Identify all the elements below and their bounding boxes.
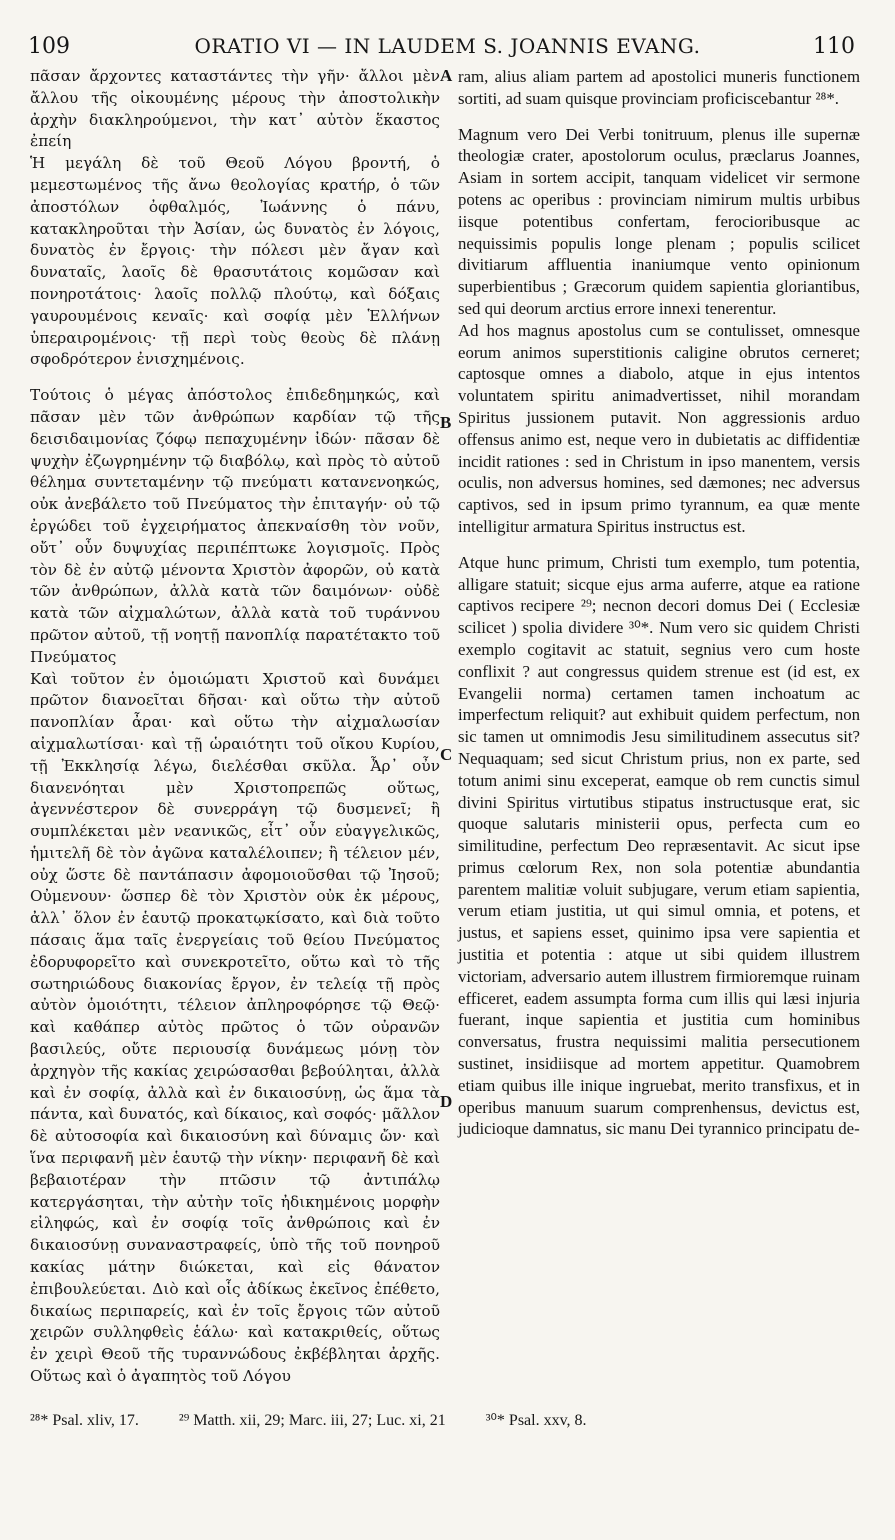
- running-title: ORATIO VI — IN LAUDEM S. JOANNIS EVANG.: [194, 34, 701, 58]
- latin-paragraph: ram, alius aliam partem ad apostolici muneris functionem sortiti, ad suam quisque provinciam proficiscebantur ²⁸*.: [458, 67, 860, 108]
- margin-marker-d: D: [440, 1092, 453, 1111]
- latin-paragraph: Atque hunc primum, Christi tum exemplo, tum potentia, alligare statuit; sicque ejus arma auferre, atque ea ratione captivos recipere ²⁹; necnon decori domus Dei ( Ecclesiæ scilicet ) spolia dividere ³⁰*. Num vero sic quidem Christi exemplo cogitavit ac statuit, segnius vero cum hoste conflixit ? aut congressus quidem strenue est (id est, ex Evangelii norma) certamen tamen inchoatum ac imperfectum reliquit? aut exhibuit quidem perfectum, non sic tamen ut omnimodis Jesu similitudinem assecutus sit? Nequaquam; sed sicut Christum prius, non ex parte, sed totum animi sinu exceperat, eamque ob rem cunctis simul divini Spiritus virtutibus stipatus instructusque erat, sic quoque salutaris ministerii opus, perfecta cum eo similitudine, perfectum Deo repræsentavit. Ac sicut ipse primus cœlorum Rex, non sola potentiæ abundantia parentem malitiæ voluit subjugare, verum etiam sapientia, verum etiam justitia, ut qui simul omnia, et potens, et justus, et sapiens esset, quinimo ipsa vere sapientia et justitia et potentia : atque ut sibi quidem illustrem victoriam, adversario autem illustrem firmioremque ruinam efficeret, eadem assumpta forma cum illis qui læsi injuria fuerant, inque sapientia et justitia cum hominibus conversatus, frustra nequissimi malitia persecutionem sustinet, insidiisque ad mortem appetitur. Quamobrem etiam quibus ille inique ingruebat, merito transfixus, et in operibus manuum suarum comprenhensus, devictus est, judicioque damnatus, sic manu Dei tyrannico principatu de-: [458, 552, 860, 1139]
- footnote: ³⁰* Psal. xxv, 8.: [485, 1412, 587, 1429]
- margin-marker-a: A: [440, 66, 453, 85]
- latin-paragraph: Magnum vero Dei Verbi tonitruum, plenus ille supernæ theologiæ crater, apostolorum oculus, præclarus Joannes, Asiam in sortem accipit, tanquam videlicet vir sermone potens ac operibus : provinciam nimirum multis urbibus iisque potentibus confertam, ferocioribusque ac nequissimis populis longe plenam ; populis scilicet divitiarum affluentia inaniumque vento opinionum superbientibus ; Græcorum quidem sapientia gloriantibus, sed qui deorum arctius errore innexi tenerentur.: [458, 124, 860, 318]
- margin-marker-b: B: [440, 413, 452, 432]
- margin-marker-c: C: [440, 745, 453, 764]
- greek-paragraph: Ἡ μεγάλη δὲ τοῦ Θεοῦ Λόγου βροντή, ὁ μεμεστωμένος τῆς ἄνω θεολογίας κρατήρ, ὁ τῶν ἀποστόλων ὀφθαλμός, Ἰωάννης ὁ πάνυ, κατακληροῦται τὴν Ἀσίαν, ὡς δυνατὸς ἐν λόγοις, δυνατὸς ἐν ἔργοις· τὴν πόλεσι μὲν ἄγαν καὶ δυναταῖς, λαοῖς δὲ θρασυτάτοις κομῶσαν καὶ πονηροτάτοις· λαοῖς πολλῷ πλούτῳ, καὶ δόξαις γαυρουμένοις κεναῖς· καὶ σοφίᾳ μὲν Ἑλλήνων ὑπεραιρομένοις· τῇ περὶ τοὺς θεοὺς δὲ πλάνῃ σφοδρότερον ἐνισχημένοις.: [30, 154, 440, 369]
- greek-paragraph: πᾶσαν ἄρχοντες καταστάντες τὴν γῆν· ἄλλοι μὲν ἄλλου τῆς οἰκουμένης μέρους τὴν ἀποστολικὴν ἀρχὴν διακληρούμενοι, τὴν κατ᾽ αὐτὸν ἕκαστος ἐπείη: [30, 67, 440, 151]
- page-number-right: 110: [813, 34, 855, 59]
- greek-column: [30, 66, 440, 1388]
- footnote: ²⁸* Psal. xliv, 17.: [30, 1412, 139, 1429]
- page-number-left: 109: [28, 34, 70, 59]
- footnotes: [30, 1410, 870, 1430]
- greek-paragraph: Καὶ τοῦτον ἐν ὁμοιώματι Χριστοῦ καὶ δυνάμει πρῶτον διανοεῖται δῆσαι· καὶ οὕτω τὴν αὐτοῦ πανοπλίαν ἆραι· καὶ οὕτω τὴν αἰχμαλωσίαν αἰχμαλωτίσαι· καὶ τῇ ὡραιότητι τοῦ οἴκου Κυρίου, τῇ Ἐκκλησίᾳ λέγω, διελέσθαι σκῦλα. Ἆρ᾽ οὖν διανενόηται μὲν Χριστοπρεπῶς οὕτως, ἀγεννέστερον δὲ συνερράγη τῷ δυσμενεῖ; ἢ συμπλέκεται μὲν νεανικῶς, εἶτ᾽ οὖν εὐαγγελικῶς, ἡμιτελῆ δὲ τὸν ἀγῶνα καταλέλοιπεν; ἢ τέλειον μέν, οὐχ ὥστε δὲ παντάπασιν ἀφομοιοῦσθαι τῷ Ἰησοῦ; Οὐμενουν· ὥσπερ δὲ τὸν Χριστὸν οὐκ ἐκ μέρους, ἀλλ᾽ ὅλον ἐν ἑαυτῷ προκατῳκίσατο, καὶ διὰ τοῦτο πάσαις ἅμα ταῖς ἐνεργείαις τοῦ θείου Πνεύματος ἐδορυφορεῖτο καὶ συνεκροτεῖτο, οὕτω καὶ τὸ τῆς σωτηριώδους διακονίας ἔργον, ἐν τελείᾳ τῇ πρὸς αὐτὸν ὁμοιότητι, τέλειον ἀπληροφόρησε τῷ Θεῷ· καὶ καθάπερ αὐτὸς πρῶτος ὁ τῶν οὐρανῶν βασιλεύς, οὔτε περιουσίᾳ δυνάμεως μόνῃ τὸν ἀρχηγὸν τῆς κακίας χειρώσασθαι βεβούληται, ἀλλὰ καὶ ἐν σοφίᾳ, ἀλλὰ καὶ ἐν δικαιοσύνῃ, ὡς ἅμα τὰ πάντα, καὶ δυνατός, καὶ δίκαιος, καὶ σοφός· μᾶλλον δὲ αὐτοσοφία καὶ δικαιοσύνη καὶ δύναμις ὤν· καὶ ἵνα περιφανῆ μὲν ἑαυτῷ τὴν νίκην· περιφανῆ δὲ καὶ βεβαιοτέραν τὴν πτῶσιν τῷ ἀντιπάλῳ κατεργάσηται, τὴν αὐτὴν τοῖς ἠδικημένοις μορφὴν εἰληφώς, καὶ ἐν σοφίᾳ τοῖς ἀνθρώποις καὶ ἐν δικαιοσύνῃ συναναστραφείς, ὑπὸ τῆς τοῦ πονηροῦ κακίας μάτην διώκεται, καὶ εἰς θάνατον ἐπιβουλεύεται. Διὸ καὶ οἷς ἀδίκως ἐκεῖνος ἐπέθετο, δικαίως περιπαρείς, καὶ ἐν τοῖς ἔργοις τῶν αὐτοῦ χειρῶν συλληφθεὶς ἑάλω· καὶ κατακριθείς, οὕτως ἐν χειρὶ Θεοῦ τῆς τυραννώδους ἐκβέβληται ἀρχῆς. Οὕτως καὶ ὁ ἀγαπητὸς τοῦ Λόγου: [30, 669, 440, 1386]
- latin-column: [458, 66, 860, 1140]
- margin-markers: [440, 0, 460, 1540]
- footnote: ²⁹ Matth. xii, 29; Marc. iii, 27; Luc. xi, 21: [178, 1412, 446, 1429]
- latin-paragraph: Ad hos magnus apostolus cum se contulisset, omnesque eorum animos superstitionis caligine obrutos cerneret; captosque omnes a diabolo, atque in ejus intentos voluntatem spiritu animadvertisset, nihil morandam Spiritus jussionem putavit. Non aggressionis arduo offensus animo est, neque vero in dubietatis ac diffidentiæ incidit rationes : sed in Christum in ipso manentem, versis oculis, non adversus homines, sed dæmones; nec adversus captivos, sed in ipsum primo tyrannum, ea quæ mente intelligitur armatura Spiritus instructus est.: [458, 320, 860, 536]
- greek-paragraph: Τούτοις ὁ μέγας ἀπόστολος ἐπιδεδημηκώς, καὶ πᾶσαν μὲν τῶν ἀνθρώπων καρδίαν τῷ τῆς δεισιδαιμονίας ζόφῳ πεπαχυμένην ἰδών· πᾶσαν δὲ ψυχὴν ἐζωγρημένην τῷ διαβόλῳ, καὶ πρὸς τὸ αὐτοῦ θέλημα συντεταμένην τῷ πνεύματι κατανενοηκώς, οὐκ ἀνεβάλετο τοῦ Πνεύματος τὴν ἐπιταγήν· οὐ τῷ ἐργώδει τοῦ ἐγχειρήματος ἀπεκναίσθη τὸν νοῦν, οὔτ᾽ οὖν δυψυχίας περιπέπτωκε λογισμοῖς. Πρὸς τὸν δὲ ἐν αὐτῷ μένοντα Χριστὸν ἀφορῶν, οὐ κατὰ τῶν ἀνθρώπων, ἀλλὰ κατὰ τῶν δαιμόνων· οὐδὲ κατὰ τῶν αἰχμαλώτων, ἀλλὰ κατὰ τοῦ τυράννου πρῶτον αὐτοῦ, τῇ νοητῇ πανοπλίᾳ παρατέτακτο τοῦ Πνεύματος: [30, 386, 440, 666]
